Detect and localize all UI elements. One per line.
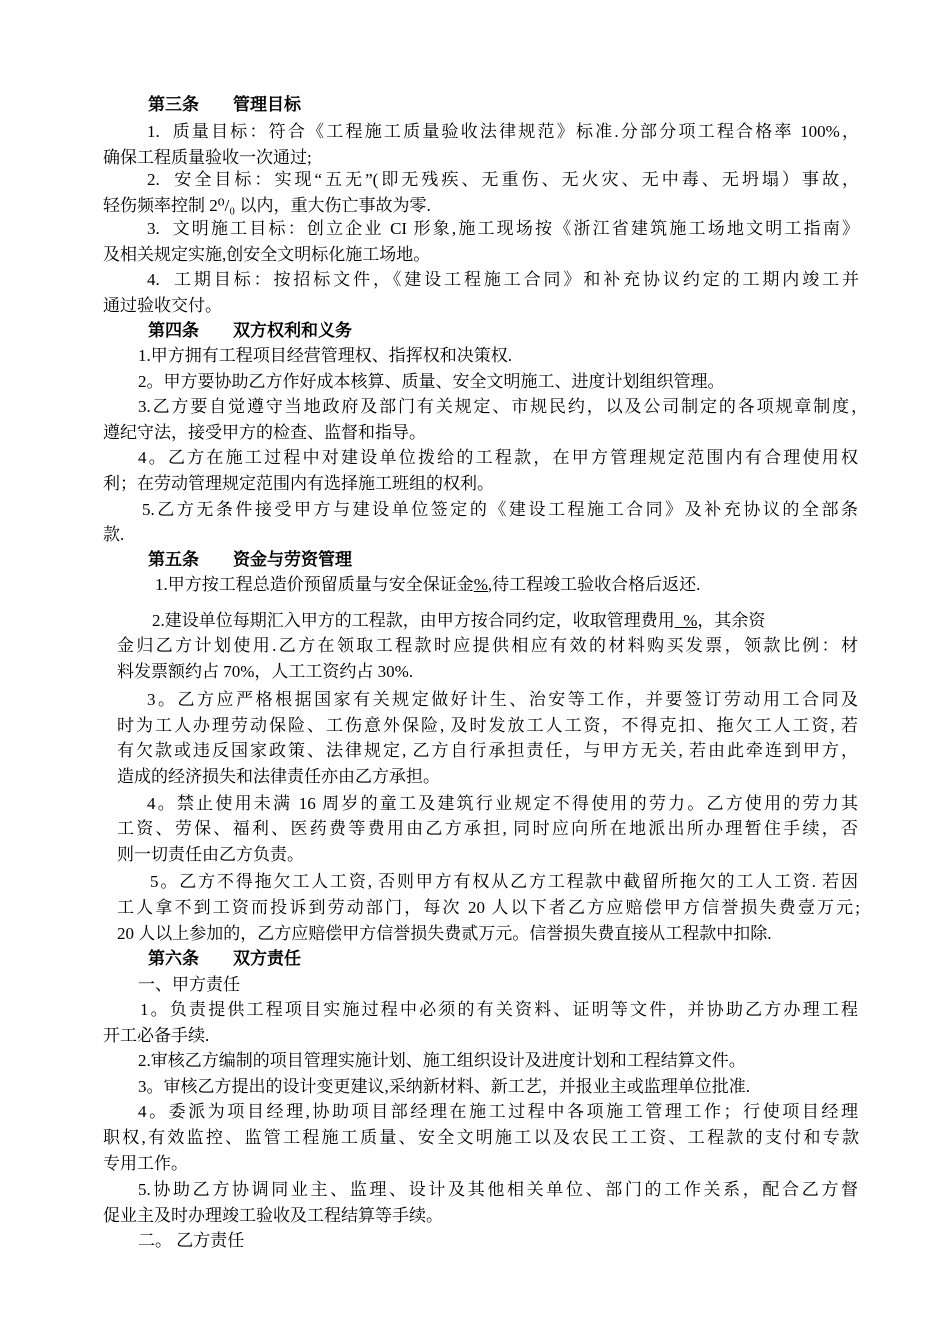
article-5-heading: 第五条 资金与劳资管理 — [148, 550, 352, 569]
article-3-line: 1. 质量目标：符合《工程施工质量验收法律规范》标准.分部分项工程合格率 100%， — [147, 122, 859, 141]
article-6-line: 促业主及时办理竣工验收及工程结算等手续。 — [103, 1206, 443, 1225]
article-5-line: 20 人以上参加的，乙方应赔偿甲方信誉损失费贰万元。信誉损失费直接从工程款中扣除. — [117, 924, 772, 943]
blank-percent: % — [473, 575, 488, 594]
article-5-text: 2.建设单位每期汇入甲方的工程款，由甲方按合同约定，收取管理费用 — [152, 611, 675, 630]
article-5-line: 5。乙方不得拖欠工人工资, 否则甲方有权从乙方工程款中截留所拖欠的工人工资. 若因 — [150, 872, 858, 891]
article-6-line: 专用工作。 — [103, 1154, 188, 1173]
article-6-line: 1。负责提供工程项目实施过程中必须的有关资料、证明等文件，并协助乙方办理工程 — [140, 1000, 858, 1019]
article-4-line: 4。乙方在施工过程中对建设单位拨给的工程款，在甲方管理规定范围内有合理使用权 — [138, 448, 858, 467]
article-6-subheading: 二。 乙方责任 — [138, 1231, 245, 1250]
article-6-line: 4。委派为项目经理,协助项目部经理在施工过程中各项施工管理工作；行使项目经理 — [138, 1102, 858, 1121]
article-5-line: 造成的经济损失和法律责任亦由乙方承担。 — [117, 767, 440, 786]
article-5-line — [155, 572, 855, 598]
article-5-line: 工人拿不到工资而投诉到劳动部门，每次 20 人以下者乙方应赔偿甲方信誉损失费壹万元; — [117, 898, 860, 917]
article-5-text: 1.甲方按工程总造价预留质量与安全保证金 — [155, 575, 474, 594]
article-5-text: ，其余资 — [697, 611, 766, 630]
article-3-line: 确保工程质量验收一次通过; — [103, 148, 312, 167]
article-3-line: 2. 安全目标：实现“五无”(即无残疾、无重伤、无火灾、无中毒、无坍塌）事故， — [147, 170, 859, 189]
article-4-line: 2。甲方要协助乙方作好成本核算、质量、安全文明施工、进度计划组织管理。 — [138, 372, 725, 391]
article-6-line: 5.协助乙方协调同业主、监理、设计及其他相关单位、部门的工作关系，配合乙方督 — [138, 1180, 858, 1199]
article-6-heading: 第六条 双方责任 — [148, 949, 301, 968]
article-4-line: 利；在劳动管理规定范围内有选择施工班组的权利。 — [103, 474, 494, 493]
article-3-line: 及相关规定实施,创安全文明标化施工场地。 — [103, 245, 431, 264]
article-6-line: 开工必备手续. — [103, 1026, 210, 1045]
article-6-line: 2.审核乙方编制的项目管理实施计划、施工组织设计及进度计划和工程结算文件。 — [138, 1051, 746, 1070]
article-5-line: 有欠款或违反国家政策、法律规定, 乙方自行承担责任，与甲方无关, 若由此牵连到甲方， — [117, 741, 858, 760]
article-5-line: 则一切责任由乙方负责。 — [117, 845, 304, 864]
article-5-text: ,待工程竣工验收合格后返还. — [487, 575, 701, 594]
article-4-line: 款. — [103, 525, 125, 544]
article-6-line: 3。审核乙方提出的设计变更建议,采纳新材料、新工艺，并报业主或监理单位批准. — [138, 1077, 750, 1096]
article-5-line: 金归乙方计划使用.乙方在领取工程款时应提供相应有效的材料购买发票，领款比例：材 — [117, 636, 858, 655]
article-5-line: 料发票额约占 70%，人工工资约占 30%. — [117, 662, 414, 681]
article-3-line: 4. 工期目标：按招标文件，《建设工程施工合同》和补充协议约定的工期内竣工并 — [147, 270, 859, 289]
article-6-line: 职权,有效监控、监管工程施工质量、安全文明施工以及农民工工资、工程款的支付和专款 — [103, 1128, 859, 1147]
article-6-subheading: 一、甲方责任 — [138, 975, 240, 994]
article-4-line: 遵纪守法，接受甲方的检查、监督和指导。 — [103, 423, 426, 442]
blank-percent: % — [674, 611, 698, 630]
article-3-line: 通过验收交付。 — [103, 296, 222, 315]
article-4-line: 5.乙方无条件接受甲方与建设单位签定的《建设工程施工合同》及补充协议的全部条 — [142, 500, 858, 519]
article-3-line: 轻伤频率控制 2⁰/₀ 以内，重大伤亡事故为零. — [103, 196, 431, 215]
article-5-line: 3。乙方应严格根据国家有关规定做好计生、治安等工作，并要签订劳动用工合同及 — [147, 690, 858, 709]
article-5-line: 工资、劳保、福利、医药费等费用由乙方承担, 同时应向所在地派出所办理暂住手续，否 — [117, 819, 858, 838]
article-3-heading: 第三条 管理目标 — [148, 95, 301, 114]
article-4-line: 1.甲方拥有工程项目经营管理权、指挥权和决策权. — [138, 346, 512, 365]
article-4-line: 3.乙方要自觉遵守当地政府及部门有关规定、市规民约，以及公司制定的各项规章制度， — [138, 397, 868, 416]
article-5-line — [152, 608, 858, 634]
article-3-line: 3. 文明施工目标：创立企业 CI 形象,施工现场按《浙江省建筑施工场地文明工指南》 — [147, 219, 859, 238]
article-5-line: 4。禁止使用未满 16 周岁的童工及建筑行业规定不得使用的劳力。乙方使用的劳力其 — [147, 794, 858, 813]
article-5-line: 时为工人办理劳动保险、工伤意外保险, 及时发放工人工资，不得克扣、拖欠工人工资, 若 — [117, 716, 858, 735]
article-4-heading: 第四条 双方权利和义务 — [148, 321, 352, 340]
